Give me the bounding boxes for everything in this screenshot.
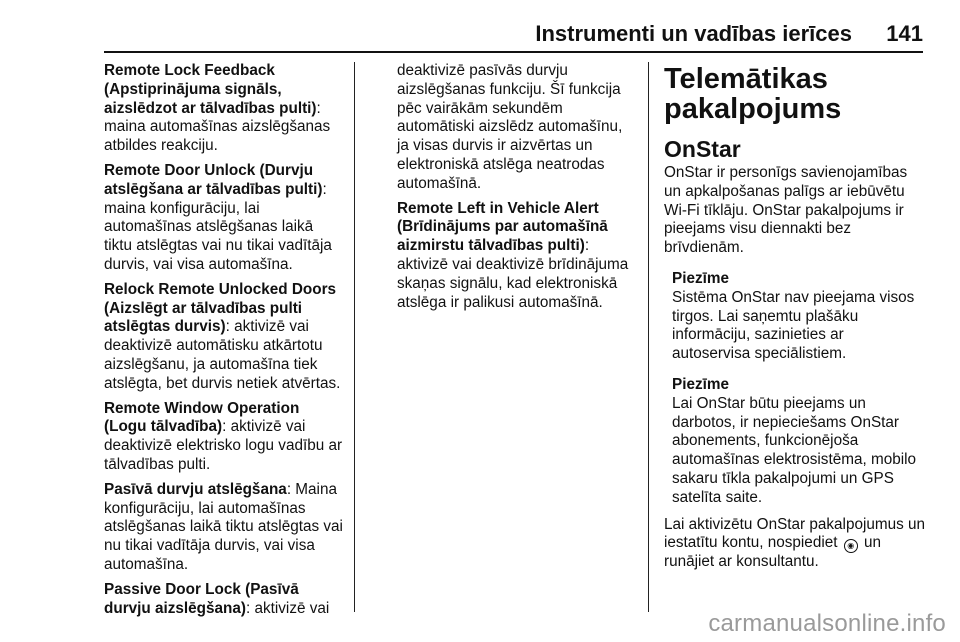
setting-desc: : maina automašīnas aizslēgšanas atbildes reakciju. <box>104 99 331 155</box>
activation-text-before: Lai aktivizētu OnStar pakalpojumus un iestatītu kontu, nospiediet <box>664 515 926 552</box>
watermark: carmanualsonline.info <box>708 610 946 637</box>
setting-item <box>104 62 344 156</box>
note-title: Piezīme <box>672 375 729 393</box>
column-divider-2 <box>648 62 649 612</box>
setting-item <box>104 581 344 619</box>
column-2 <box>397 62 637 318</box>
note-text: Sistēma OnStar nav pieejama visos tirgos. Lai saņemtu plašāku informāciju, sazinieties ar autoservisa speciālistiem. <box>672 288 915 363</box>
setting-item <box>397 200 637 313</box>
setting-desc: : Maina konfigurāciju, lai automašīnas atslēgšanas laikā tiktu atslēgtas vai nu tikai vadītāja durvis, vai visa automašīna. <box>104 480 343 573</box>
setting-term: Remote Door Unlock (Durvju atslēgšana ar tālvadības pulti) <box>104 161 323 198</box>
setting-term: Passive Door Lock (Pasīvā durvju aizslēgšana) <box>104 580 299 617</box>
setting-term: Remote Lock Feedback (Apstiprinājuma signāls, aizslēdzot ar tālvadības pulti) <box>104 62 317 117</box>
setting-item <box>104 162 344 275</box>
page-header <box>0 0 960 54</box>
note-title: Piezīme <box>672 269 729 287</box>
subsection-heading: OnStar <box>664 136 741 162</box>
page-title: Instrumenti un vadības ierīces <box>535 21 852 46</box>
section-heading: Telemātikas pakalpojums <box>664 63 842 125</box>
setting-term: Relock Remote Unlocked Doors (Aizslēgt ar tālvadības pulti atslēgtas durvis) <box>104 280 337 336</box>
column-divider-1 <box>354 62 355 612</box>
intro-paragraph: OnStar ir personīgs savienojamības un apkalpošanas palīgs ar iebūvētu Wi-Fi tīklāju. OnStar pakalpojums ir pieejams visu diennakti bez brīvdienām. <box>664 164 908 257</box>
setting-term: Remote Window Operation (Logu tālvadība) <box>104 399 300 436</box>
setting-desc: : aktivizē vai deaktivizē elektrisko logu vadību ar tālvadības pulti. <box>104 418 343 473</box>
setting-item <box>104 400 344 475</box>
setting-term: Remote Left in Vehicle Alert (Brīdinājums par automašīnā aizmirstu tālvadības pulti) <box>397 199 608 255</box>
setting-desc: : aktivizē vai deaktivizē brīdinājuma skaņas signālu, kad elektroniskā atslēga ir palikusi automašīnā. <box>397 237 629 311</box>
note-text: Lai OnStar būtu pieejams un darbotos, ir nepieciešams OnStar abonements, funkcionējoša automašīnas elektrosistēma, mobilo sakaru tīkla pakalpojumi un GPS satelīta saite. <box>672 394 917 506</box>
activation-paragraph <box>664 516 926 573</box>
setting-desc: : aktivizē vai <box>245 599 330 617</box>
onstar-button-icon: ◉ <box>844 539 858 553</box>
continuation-text: deaktivizē pasīvās durvju aizslēgšanas funkciju. Šī funkcija pēc vairākām sekundēm automātiski aizslēdz automašīnu, ja visas durvis ir aizvērtas un elektroniskā atslēga neatrodas automašīnā. <box>397 62 623 192</box>
column-3 <box>664 62 926 578</box>
header-rule <box>104 51 923 53</box>
setting-term: Pasīvā durvju atslēgšana <box>104 480 287 498</box>
setting-item <box>104 281 344 394</box>
setting-desc: : maina konfigurāciju, lai automašīnas atslēgšanas laikā tiktu atslēgtas vai nu tikai vadītāja durvis, vai visa automašīna. <box>104 180 332 273</box>
activation-text-after: un runājiet ar konsultantu. <box>664 534 881 571</box>
note-block <box>672 376 926 508</box>
setting-desc: : aktivizē vai deaktivizē automātisku atkārtotu aizslēgšanu, ja automašīna tiek atslēgta, bet durvis netiek atvērtas. <box>104 318 341 392</box>
page-number: 141 <box>886 21 923 46</box>
note-block <box>672 270 926 364</box>
column-1 <box>104 62 344 624</box>
setting-item <box>104 481 344 575</box>
